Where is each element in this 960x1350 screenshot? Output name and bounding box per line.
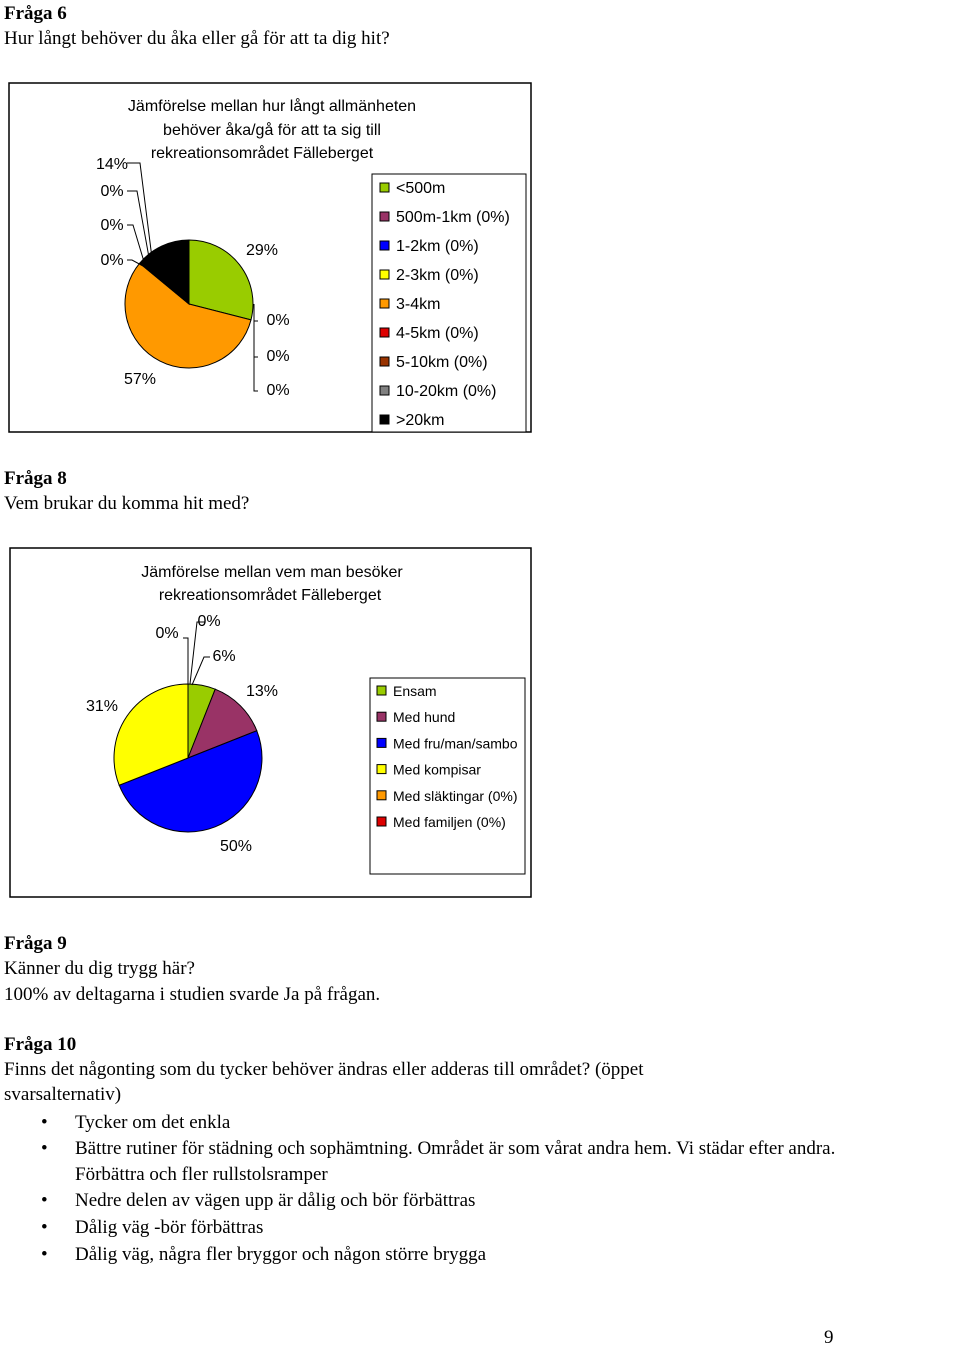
data-label: 57% [123, 371, 157, 388]
legend-label: Med hund [393, 709, 456, 726]
legend-label: Med fru/man/sambo [393, 735, 518, 752]
legend-swatch [380, 270, 389, 279]
list-item: • Dålig väg, några fler bryggor och någon större brygga [0, 1243, 960, 1270]
q6-title: Fråga 6 [4, 3, 67, 24]
q10-question-line1: Finns det någonting som du tycker behöver ändras eller adderas till området? (öppet [4, 1059, 644, 1080]
data-label: 0% [197, 613, 221, 630]
legend-label: <500m [396, 180, 446, 197]
legend-swatch [380, 357, 389, 366]
data-label: 0% [155, 625, 179, 642]
data-label: 31% [85, 698, 119, 715]
legend-swatch [377, 686, 386, 695]
legend-swatch [377, 712, 386, 721]
q8-title: Fråga 8 [4, 468, 67, 489]
page-number: 9 [824, 1327, 834, 1348]
legend-label: 3-4km [396, 296, 441, 313]
legend-swatch [377, 765, 386, 774]
data-label: 0% [100, 183, 124, 200]
legend-swatch [377, 791, 386, 800]
q10-question-line2: svarsalternativ) [4, 1084, 122, 1105]
q9-question: Känner du dig trygg här? [4, 958, 195, 979]
q8-pie [114, 684, 262, 832]
legend-swatch [377, 738, 386, 747]
list-item: • Tycker om det enkla [0, 1111, 960, 1137]
legend-label: Med kompisar [393, 761, 481, 778]
q10-title: Fråga 10 [4, 1034, 77, 1055]
legend-label: 4-5km (0%) [396, 325, 479, 342]
legend-swatch [377, 817, 386, 826]
q9-title: Fråga 9 [4, 933, 67, 954]
data-label: 29% [245, 242, 279, 259]
data-label: 50% [219, 838, 253, 855]
q6-pie [125, 240, 253, 368]
list-item: Förbättra och fler rullstolsramper [75, 1164, 328, 1185]
q9-answer: 100% av deltagarna i studien svarde Ja på frågan. [4, 984, 381, 1005]
chart-title-line: rekreationsområdet Fälleberget [150, 145, 374, 162]
legend-label: Ensam [393, 683, 437, 699]
legend-label: 10-20km (0%) [396, 383, 497, 400]
chart-title-line: Jämförelse mellan vem man besöker [141, 564, 403, 581]
data-label: 14% [95, 156, 129, 173]
legend-label: 500m-1km (0%) [396, 209, 510, 226]
legend-label: 2-3km (0%) [396, 267, 479, 284]
chart-title-line: rekreationsområdet Fälleberget [158, 587, 382, 604]
q8-question: Vem brukar du komma hit med? [4, 493, 250, 514]
data-label: 0% [100, 252, 124, 269]
q6-chart-title [128, 97, 416, 162]
list-item: • Bättre rutiner för städning och sophämtning. Området är som vårat andra hem. Vi städar efter andra. [0, 1137, 960, 1163]
legend-label: 5-10km (0%) [396, 354, 488, 371]
q6-question: Hur långt behöver du åka eller gå för att ta dig hit? [4, 28, 390, 49]
q6-chart [0, 0, 960, 445]
legend-label: >20km [396, 412, 445, 429]
legend-swatch [380, 386, 389, 395]
chart-title-line: Jämförelse mellan hur långt allmänheten [127, 98, 417, 115]
legend-label: Med släktingar (0%) [393, 787, 518, 804]
data-label: 0% [266, 348, 290, 365]
legend-swatch [380, 299, 389, 308]
legend-label: Med familjen (0%) [393, 814, 506, 830]
list-item: • Dålig väg -bör förbättras [0, 1216, 960, 1243]
legend-label: 1-2km (0%) [396, 238, 479, 255]
q8-chart [0, 540, 960, 910]
legend-swatch [380, 415, 389, 424]
data-label: 0% [100, 217, 124, 234]
data-label: 13% [245, 683, 279, 700]
data-label: 0% [266, 312, 290, 329]
list-item: • Nedre delen av vägen upp är dålig och bör förbättras [0, 1189, 960, 1216]
q10-answer-list [0, 1111, 960, 1270]
chart-title-line: behöver åka/gå för att ta sig till [163, 122, 381, 139]
data-label: 0% [266, 382, 290, 399]
data-label: 6% [212, 648, 236, 665]
legend-swatch [380, 328, 389, 337]
legend-swatch [380, 212, 389, 221]
legend-swatch [380, 241, 389, 250]
legend-swatch [380, 183, 389, 192]
